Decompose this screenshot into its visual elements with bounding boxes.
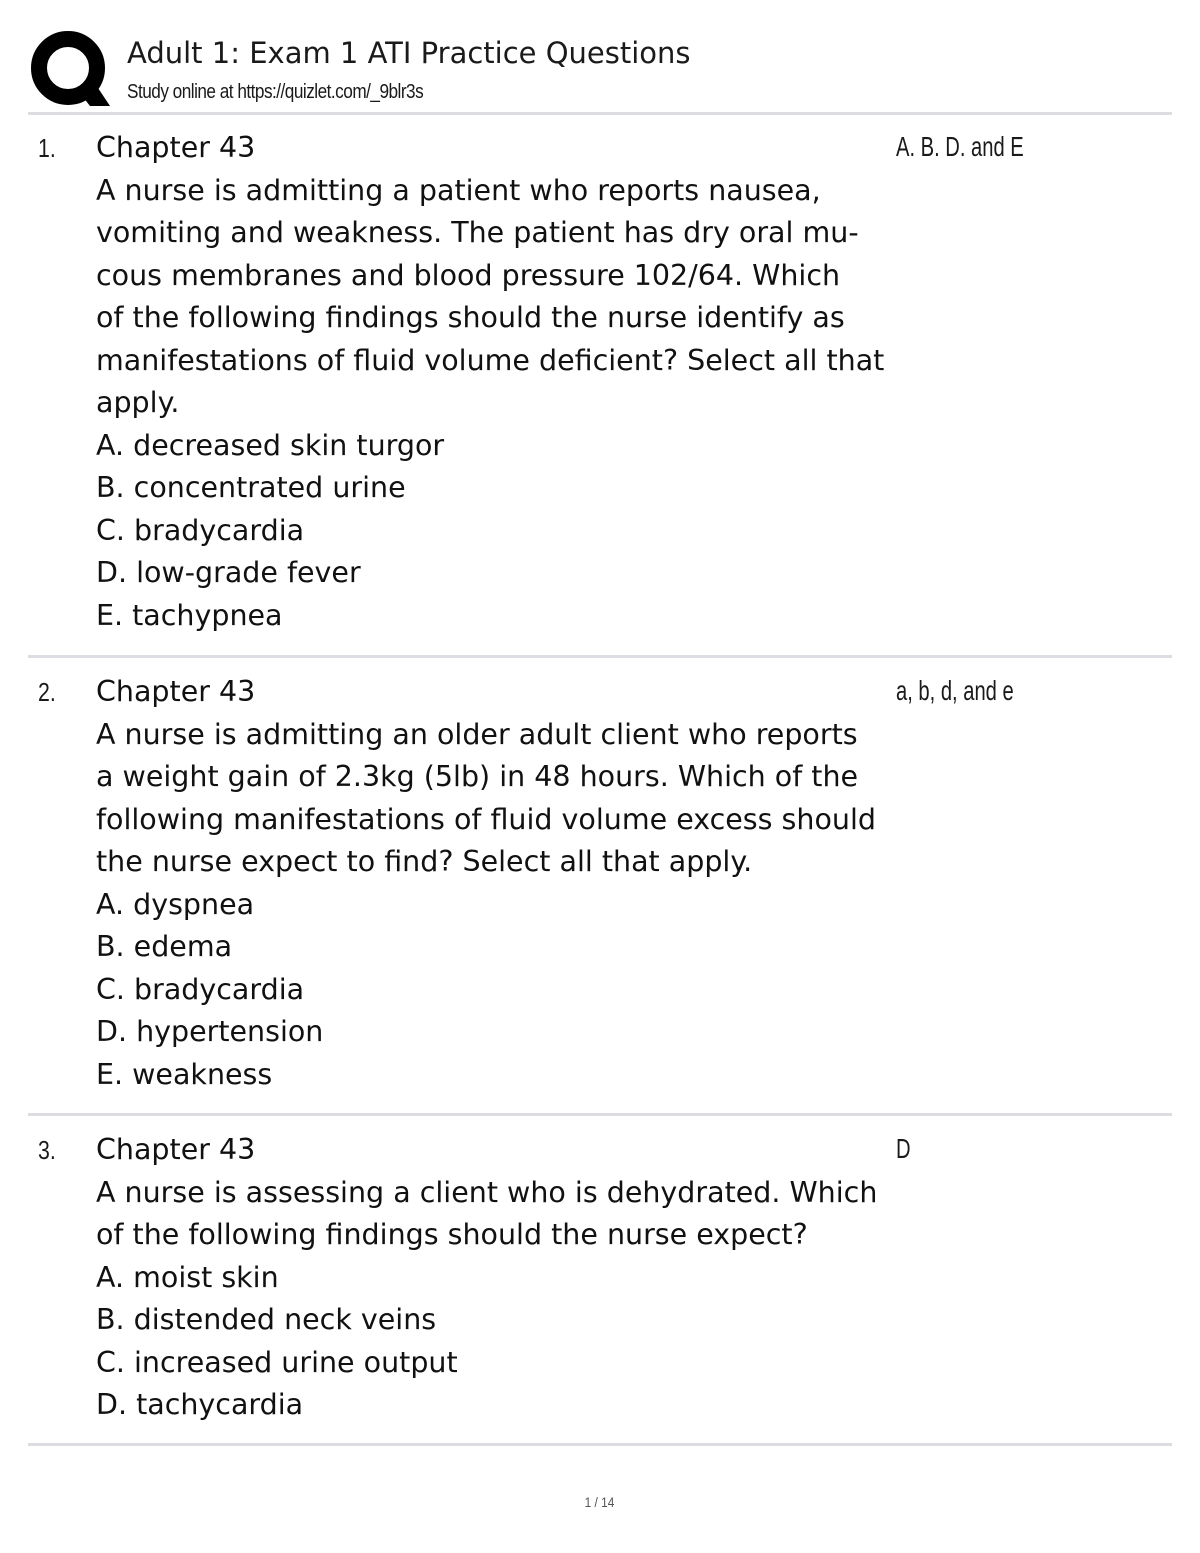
answer-option: E. weakness <box>96 1057 273 1091</box>
answer-option: C. increased urine output <box>96 1345 458 1379</box>
question-text <box>96 1129 896 1427</box>
page-title: Adult 1: Exam 1 ATI Practice Questions <box>127 36 691 70</box>
question-number: 1. <box>38 133 56 163</box>
question-line: manifestations of fluid volume deficient? Select all that <box>96 343 885 377</box>
page-header <box>30 30 1172 112</box>
question-line: Chapter 43 <box>96 675 256 708</box>
question-line: Chapter 43 <box>96 131 256 164</box>
divider <box>28 112 1172 115</box>
answer-option: A. moist skin <box>96 1260 279 1294</box>
quizlet-q-logo-icon <box>30 30 110 110</box>
divider <box>28 1113 1172 1116</box>
answer-option: A. dyspnea <box>96 887 255 921</box>
question-line: cous membranes and blood pressure 102/64. Which <box>96 258 841 292</box>
question-card <box>28 671 1172 1101</box>
study-link[interactable]: Study online at https://quizlet.com/_9blr3s <box>127 81 424 103</box>
question-line: apply. <box>96 386 180 419</box>
answer-option: B. distended neck veins <box>96 1303 437 1336</box>
question-answer: a, b, d, and e <box>896 675 1014 706</box>
question-number: 3. <box>38 1135 56 1165</box>
answer-option: A. decreased skin turgor <box>96 428 445 462</box>
answer-option: D. low-grade fever <box>96 556 361 589</box>
question-line: A nurse is admitting an older adult client who reports <box>96 717 858 751</box>
question-text <box>96 671 896 1096</box>
answer-option: C. bradycardia <box>96 513 305 547</box>
question-line: following manifestations of fluid volume excess should <box>96 802 876 836</box>
question-answer: A. B. D. and E <box>896 131 1024 162</box>
answer-option: E. tachypnea <box>96 598 283 632</box>
question-line: of the following findings should the nurse expect? <box>96 1218 808 1251</box>
question-card <box>28 127 1172 647</box>
question-card <box>28 1129 1172 1434</box>
question-line: A nurse is admitting a patient who reports nausea, <box>96 173 821 207</box>
question-answer: D <box>896 1133 911 1164</box>
answer-option: C. bradycardia <box>96 972 305 1006</box>
question-line: of the following findings should the nurse identify as <box>96 301 845 334</box>
answer-option: D. hypertension <box>96 1015 324 1048</box>
question-line: a weight gain of 2.3kg (5lb) in 48 hours. Which of the <box>96 760 859 793</box>
question-line: vomiting and weakness. The patient has dry oral mu- <box>96 216 859 249</box>
page-number-text: 1 / 14 <box>585 1494 615 1510</box>
question-line: the nurse expect to find? Select all that apply. <box>96 845 753 878</box>
divider <box>28 655 1172 658</box>
question-line: A nurse is assessing a client who is dehydrated. Which <box>96 1175 878 1209</box>
question-text <box>96 127 896 637</box>
answer-option: D. tachycardia <box>96 1388 304 1421</box>
page-number <box>0 1494 1200 1510</box>
answer-option: B. concentrated urine <box>96 471 406 504</box>
divider <box>28 1443 1172 1446</box>
question-line: Chapter 43 <box>96 1133 256 1166</box>
answer-option: B. edema <box>96 930 233 963</box>
question-number: 2. <box>38 677 56 707</box>
